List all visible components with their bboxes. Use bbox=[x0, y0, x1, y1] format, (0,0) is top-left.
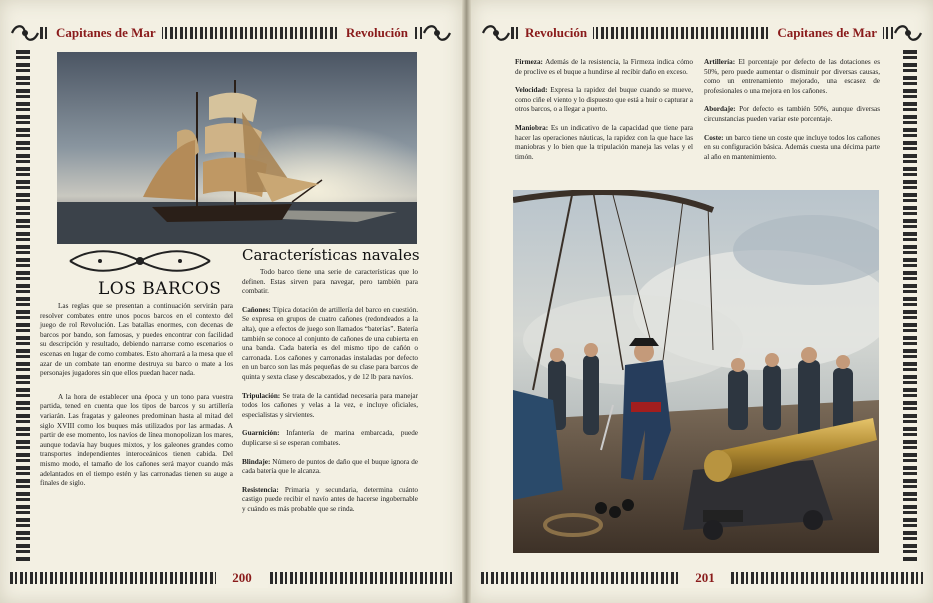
term-label: Cañones: bbox=[242, 305, 271, 314]
term-paragraph bbox=[242, 486, 418, 515]
term-paragraph bbox=[704, 134, 880, 163]
chapter-title: LOS BARCOS bbox=[98, 279, 222, 299]
term-label: Artillería: bbox=[704, 58, 736, 66]
page-header bbox=[10, 22, 452, 44]
page-footer bbox=[481, 567, 923, 589]
title-flourish-icon bbox=[65, 248, 215, 274]
term-label: Abordaje: bbox=[704, 105, 736, 114]
corner-ornament-icon bbox=[893, 22, 923, 44]
term-text: Se trata de la cantidad necesaria para manejar todos los cañones y velas a la vez, e incluye oficiales, especialistas y sirvientes. bbox=[242, 391, 418, 419]
page-number: 200 bbox=[216, 568, 268, 588]
term-label: Resistencia: bbox=[242, 485, 279, 494]
header-left-label: Revolución bbox=[519, 24, 593, 41]
section-intro: Todo barco tiene una serie de características que lo definen. Estas sirven para navegar, pero también para combatir. bbox=[242, 268, 418, 296]
corner-ornament-icon bbox=[422, 22, 452, 44]
term-paragraph bbox=[242, 306, 418, 383]
term-paragraph bbox=[704, 58, 880, 96]
term-text: Además de la resistencia, la Firmeza indica cómo de proclive es el buque a hundirse al recibir daño en exceso. bbox=[515, 58, 693, 76]
term-label: Velocidad: bbox=[515, 86, 548, 95]
sailing-ship-image bbox=[57, 52, 417, 244]
left-border bbox=[16, 50, 30, 563]
page-number: 201 bbox=[679, 568, 731, 588]
header-left-label: Capitanes de Mar bbox=[50, 24, 162, 41]
term-text: Típica dotación de artillería del barco en cuestión. Se expresa en grupos de cuatro cañones (redondeados a la alta), que a efectos de juego son llamados “baterías”. Batería también se conoce al conjunto de cañones de una cubierta en una banda. Cada batería es del mismo tipo de cañón o carronada. Los cañones y carronadas instaladas por defecto en un barco son las más pequeñas de su clase para barcos de quinta y sexta clase y descabezados, y de 12 lb para navíos. bbox=[242, 305, 418, 381]
page-header bbox=[481, 22, 923, 44]
term-paragraph bbox=[515, 86, 693, 115]
term-text: Infantería de marina embarcada, puede duplicarse si se esperan combates. bbox=[242, 429, 418, 447]
term-label: Maniobra: bbox=[515, 123, 549, 132]
corner-ornament-icon bbox=[10, 22, 40, 44]
term-paragraph bbox=[242, 429, 418, 448]
right-column-1 bbox=[515, 58, 693, 171]
corner-ornament-icon bbox=[481, 22, 511, 44]
term-label: Guarnición: bbox=[242, 429, 280, 438]
intro-column bbox=[40, 302, 233, 498]
term-text: un barco tiene un coste que incluye todos los cañones en su configuración básica. Además cuesta una décima parte al año en mantenimiento. bbox=[704, 133, 881, 161]
right-border bbox=[903, 50, 917, 563]
section-title: Características navales bbox=[242, 246, 420, 264]
term-text: El porcentaje por defecto de las dotaciones es 50%, pero puede aumentar o disminuir por diversas causas, como un entrenamiento mejorado, una escasez de profesionales o una mejora en los cañones. bbox=[704, 58, 880, 95]
naval-battle-cannon-image bbox=[513, 190, 879, 553]
term-text: Expresa la rapidez del buque cuando se mueve, como ciñe el viento y lo dispuesto que está a huir o capturar a otros barcos, o a llegar a puerto. bbox=[515, 86, 693, 114]
term-text: Es un indicativo de la capacidad que tiene para hacer las operaciones náuticas, la rapidez con la que hace las maniobras y lo bien que la tripulación maneja las velas y el timón. bbox=[515, 123, 693, 161]
term-paragraph bbox=[515, 58, 693, 77]
right-page bbox=[471, 0, 933, 603]
header-right-label: Capitanes de Mar bbox=[771, 24, 883, 41]
left-page bbox=[0, 0, 462, 603]
term-label: Tripulación: bbox=[242, 391, 281, 400]
characteristics-column bbox=[242, 268, 418, 523]
term-label: Blindaje: bbox=[242, 457, 271, 466]
book-gutter bbox=[462, 0, 471, 603]
term-paragraph bbox=[704, 105, 880, 124]
term-paragraph bbox=[242, 392, 418, 421]
page-footer bbox=[10, 567, 452, 589]
term-label: Firmeza: bbox=[515, 58, 543, 66]
term-text: Primaria y secundaria, determina cuánto castigo puede recibir el navío antes de hacerse ingobernable y cuándo es más probable que se rinda. bbox=[242, 485, 419, 513]
term-paragraph bbox=[242, 458, 418, 477]
intro-paragraph-2: A la hora de establecer una época y un tono para vuestra partida, tened en cuenta que los tipos de barcos y su artillería variarán. Las fragatas y galeones predominan hasta al mitad del siglo XVIII como los buques más utilizados por las armadas. A partir de ese momento, los navíos de línea monopolizan los mares, aunque todavía hay buques mixtos, y los galeones grandes como transportes independientes interoceánicos tienen cabida. Del mismo modo, el tamaño de los cañones será mayor cuando más adelantados en el tiempo estén y las carronadas tienen su auge a finales de siglo. bbox=[40, 392, 233, 488]
right-column-2 bbox=[704, 58, 880, 171]
header-right-label: Revolución bbox=[340, 24, 414, 41]
term-paragraph bbox=[515, 124, 693, 162]
intro-paragraph-1: Las reglas que se presentan a continuación servirán para resolver combates entre unos pocos barcos en el contexto del juego de rol Revolución. Las batallas enormes, con decenas de barcos por bando, son famosas, y puedes encontrar con facilidad su descripción y resultado, debiendo narrarse como escenarios o escenas en lugar de como combates. Esto ahorrará a la mesa que el azar de un combate tan enorme destruya su barco o mate a los personajes jugadores sin que ellos puedan hacer nada. bbox=[40, 302, 233, 378]
term-text: Número de puntos de daño que el buque ignora de cada batería que le alcanza. bbox=[242, 457, 419, 476]
term-label: Coste: bbox=[704, 133, 724, 142]
term-text: Por defecto es también 50%, aunque diversas circunstancias pueden variar este porcentaje. bbox=[704, 105, 880, 123]
